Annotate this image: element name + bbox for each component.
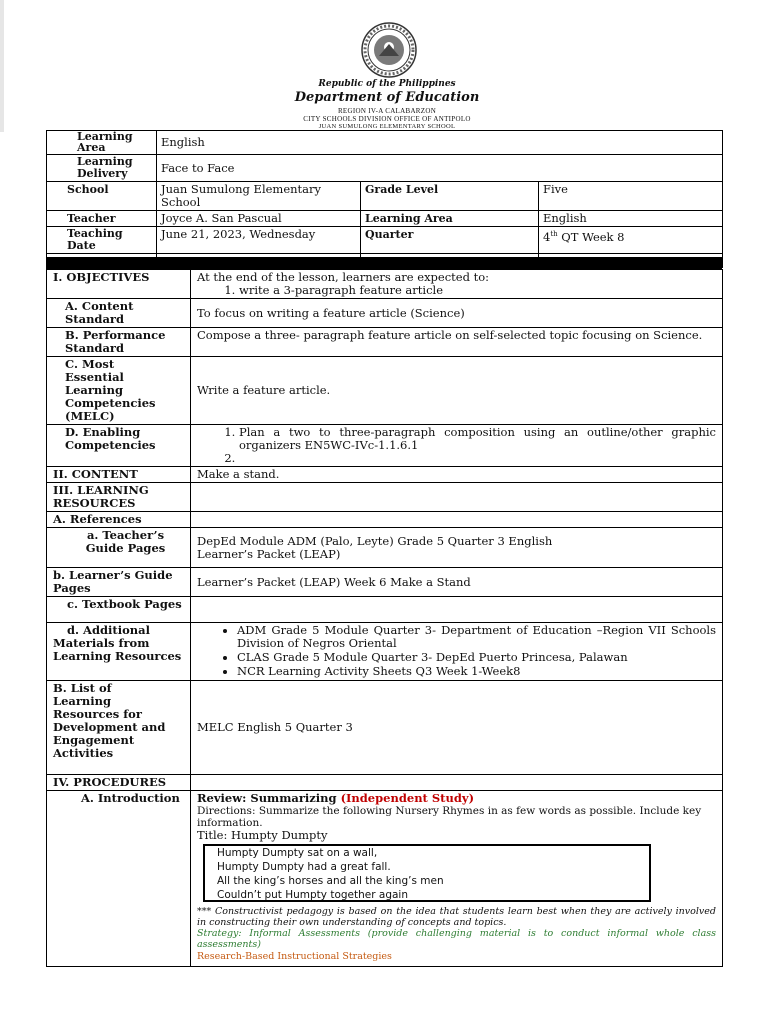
republic-line: Republic of the Philippines xyxy=(318,79,456,89)
teacher-value: Joyce A. San Pascual xyxy=(157,211,361,227)
content-standard-label: A. Content Standard xyxy=(47,299,191,328)
review-title: Review: Summarizing xyxy=(197,791,341,805)
learning-delivery-label: Learning Delivery xyxy=(47,155,157,182)
learning-area-value-2: English xyxy=(539,211,723,227)
rhyme-line: All the king’s horses and all the king’s men xyxy=(217,875,444,887)
additional-item: • CLAS Grade 5 Module Quarter 3- DepEd Puerto Princesa, Palawan xyxy=(237,651,716,664)
empty-cell xyxy=(191,483,723,512)
grade-level-value: Five xyxy=(539,182,723,211)
additional-materials-label: d. Additional Materials from Learning Resources xyxy=(47,623,191,681)
learning-delivery-value: Face to Face xyxy=(157,155,723,182)
objectives-cell xyxy=(191,270,723,299)
empty-cell xyxy=(191,775,723,791)
objective-item: 1. write a 3-paragraph feature article xyxy=(239,284,716,297)
enabling-competencies-label: D. Enabling Competencies xyxy=(47,425,191,467)
objectives-list xyxy=(239,284,716,297)
school-line: JUAN SUMULONG ELEMENTARY SCHOOL xyxy=(318,123,456,130)
teacher-label: Teacher xyxy=(47,211,157,227)
lesson-plan-table xyxy=(46,269,723,967)
learning-area-label: Learning Area xyxy=(47,131,157,155)
textbook-label: c. Textbook Pages xyxy=(47,597,191,623)
review-heading xyxy=(197,792,716,805)
learning-area-label-2: Learning Area xyxy=(361,211,539,227)
introduction-label: A. Introduction xyxy=(47,791,191,967)
enabling-item-empty xyxy=(239,452,716,465)
content-label: II. CONTENT xyxy=(47,467,191,483)
independent-study-tag: (Independent Study) xyxy=(340,791,475,805)
learning-area-value: English xyxy=(157,131,723,155)
references-label: A. References xyxy=(47,512,191,528)
empty-cell xyxy=(191,512,723,528)
performance-standard-label: B. Performance Standard xyxy=(47,328,191,357)
objectives-label: I. OBJECTIVES xyxy=(47,270,191,299)
quarter-value: 4th QT Week 8 xyxy=(539,227,723,254)
procedures-label: IV. PROCEDURES xyxy=(47,775,191,791)
learning-resources-label: III. LEARNING RESOURCES xyxy=(47,483,191,512)
additional-materials-list xyxy=(237,624,716,678)
lesson-info-table xyxy=(46,130,723,268)
grade-level-label: Grade Level xyxy=(361,182,539,211)
melc-label: C. Most Essential Learning Competencies (MELC) xyxy=(47,357,191,425)
page-edge-shadow xyxy=(0,0,4,132)
directions-text: Directions: Summarize the following Nursery Rhymes in as few words as possible. Include key information. xyxy=(197,805,702,829)
deped-seal-icon xyxy=(361,22,417,78)
additional-item: • NCR Learning Activity Sheets Q3 Week 1-Week8 xyxy=(237,665,716,678)
constructivist-note: *** Constructivist pedagogy is based on the idea that students learn best when they are actively involved in constructing their own understanding of concepts and topics. xyxy=(197,906,716,928)
teaching-date-label: Teaching Date xyxy=(47,227,157,254)
content-value: Make a stand. xyxy=(191,467,723,483)
rhyme-line: Humpty Dumpty had a great fall. xyxy=(217,861,391,873)
section-divider-bar xyxy=(46,257,722,269)
region-line: REGION IV-A CALABARZON xyxy=(337,107,437,115)
list-resources-label: B. List of Learning Resources for Development and Engagement Activities xyxy=(47,681,191,775)
enabling-competencies-cell xyxy=(191,425,723,467)
enabling-item: 1. Plan a two to three-paragraph composition using an outline/other graphic organizers EN5WC-IVc-1.1.6.1 xyxy=(239,426,716,452)
teacher-guide-line-2: Learner’s Packet (LEAP) xyxy=(197,546,341,561)
teacher-guide-line-1: DepEd Module ADM (Palo, Leyte) Grade 5 Quarter 3 English xyxy=(197,533,553,548)
content-standard-value: To focus on writing a feature article (Science) xyxy=(191,299,723,328)
melc-value: Write a feature article. xyxy=(191,357,723,425)
school-value: Juan Sumulong Elementary School xyxy=(157,182,361,211)
rhyme-title: Title: Humpty Dumpty xyxy=(197,828,328,842)
school-label: School xyxy=(47,182,157,211)
introduction-cell xyxy=(191,791,723,967)
empty-cell xyxy=(191,597,723,623)
department-name: Department of Education xyxy=(294,90,480,105)
research-note: Research-Based Instructional Strategies xyxy=(197,951,392,962)
teaching-date-value: June 21, 2023, Wednesday xyxy=(157,227,361,254)
teacher-guide-cell xyxy=(191,528,723,568)
enabling-list xyxy=(239,426,716,465)
quarter-label: Quarter xyxy=(361,227,539,254)
teacher-guide-label: a. Teacher’s Guide Pages xyxy=(47,528,191,568)
objectives-intro: At the end of the lesson, learners are expected to: xyxy=(197,270,490,284)
performance-standard-value: Compose a three- paragraph feature article on self-selected topic focusing on Science. xyxy=(191,328,723,357)
rhyme-line: Couldn’t put Humpty together again xyxy=(217,889,408,901)
learner-guide-label: b. Learner’s Guide Pages xyxy=(47,568,191,597)
learner-guide-value: Learner’s Packet (LEAP) Week 6 Make a Stand xyxy=(191,568,723,597)
additional-item: • ADM Grade 5 Module Quarter 3- Department of Education –Region VII Schools Division of Negros Oriental xyxy=(237,624,716,650)
rhyme-line: Humpty Dumpty sat on a wall, xyxy=(217,847,378,859)
list-resources-value: MELC English 5 Quarter 3 xyxy=(191,681,723,775)
strategy-note: Strategy: Informal Assessments (provide challenging material is to conduct informal whole class assessments) xyxy=(197,928,716,950)
additional-materials-cell xyxy=(191,623,723,681)
division-line: CITY SCHOOLS DIVISION OFFICE OF ANTIPOLO xyxy=(303,115,471,123)
rhyme-box xyxy=(203,844,651,902)
